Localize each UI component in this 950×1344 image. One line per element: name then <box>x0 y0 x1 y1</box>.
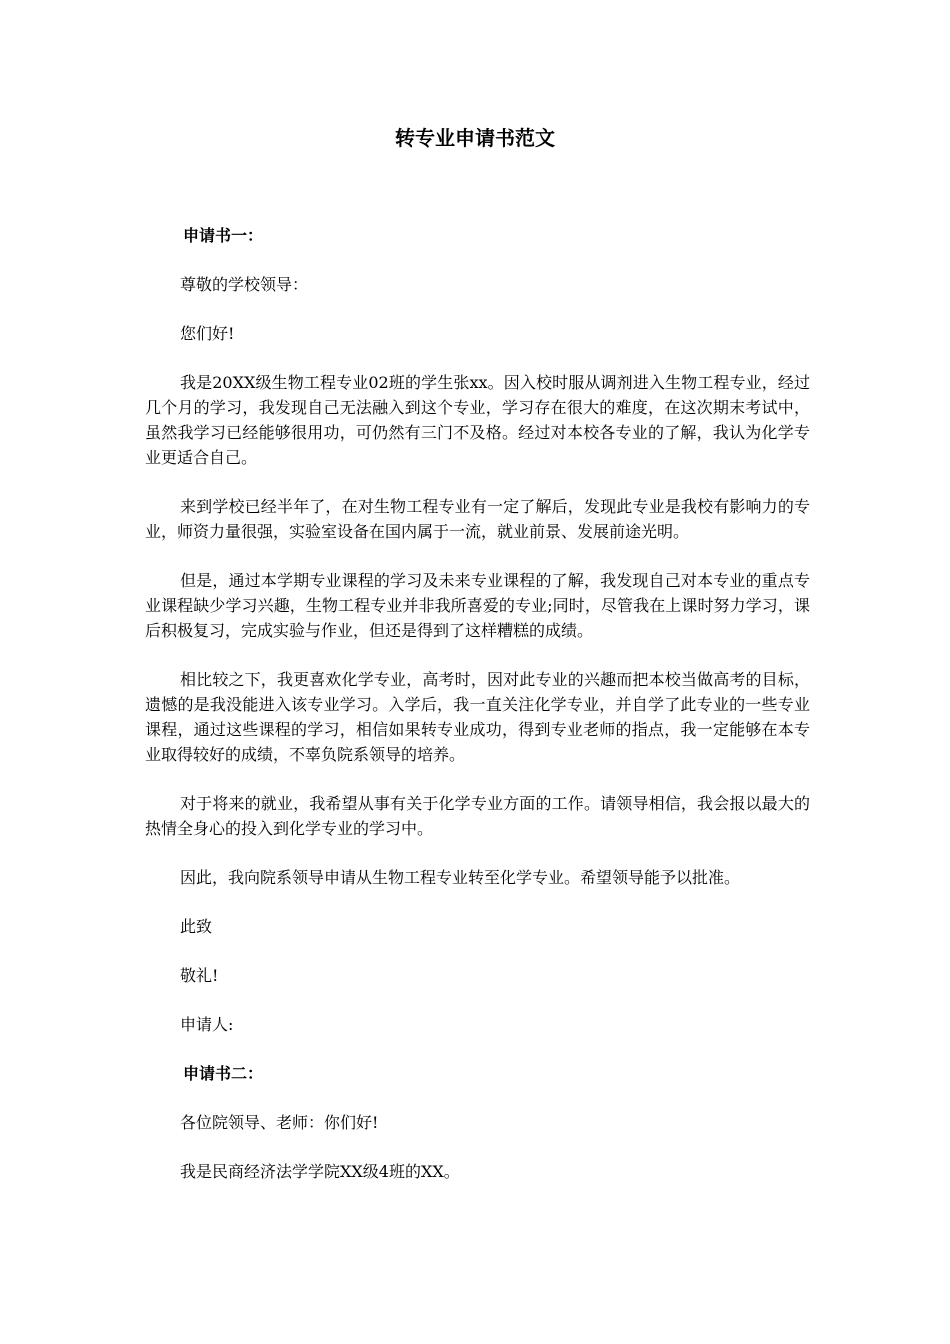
letter1-paragraph: 来到学校已经半年了，在对生物工程专业有一定了解后，发现此专业是我校有影响力的专业，师资力量很强，实验室设备在国内属于一流，就业前景、发展前途光明。 <box>145 497 810 541</box>
letter1-paragraph: 因此，我向院系领导申请从生物工程专业转至化学专业。希望领导能予以批准。 <box>180 868 741 887</box>
letter1-regards: 敬礼! <box>180 966 219 985</box>
letter1-paragraph: 相比较之下，我更喜欢化学专业，高考时，因对此专业的兴趣而把本校当做高考的目标，遗憾的是我没能进入该专业学习。入学后，我一直关注化学专业，并自学了此专业的一些专业课程，通过这些课程的学习，相信如果转专业成功，得到专业老师的指点，我一定能够在本专业取得较好的成绩，不辜负院系领导的培养。 <box>145 670 810 764</box>
letter1-closing: 此致 <box>180 917 213 936</box>
letter1-paragraph: 我是20XX级生物工程专业02班的学生张xx。因入校时服从调剂进入生物工程专业，经过几个月的学习，我发现自己无法融入到这个专业，学习存在很大的难度，在这次期末考试中，虽然我学习已经能够很用功，可仍然有三门不及格。经过对本校各专业的了解，我认为化学专业更适合自己。 <box>145 373 810 467</box>
letter1-signature: 申请人: <box>180 1015 234 1034</box>
letter2-intro: 我是民商经济法学学院XX级4班的XX。 <box>180 1162 460 1181</box>
letter2-salutation: 各位院领导、老师：你们好! <box>180 1113 379 1132</box>
document-body <box>145 223 810 1184</box>
letter1-salutation: 尊敬的学校领导： <box>180 275 309 294</box>
letter1-paragraph: 对于将来的就业，我希望从事有关于化学专业方面的工作。请领导相信，我会报以最大的热情全身心的投入到化学专业的学习中。 <box>145 794 810 838</box>
letter1-greeting: 您们好! <box>180 324 235 343</box>
letter1-paragraph: 但是，通过本学期专业课程的学习及未来专业课程的了解，我发现自己对本专业的重点专业课程缺少学习兴趣，生物工程专业并非我所喜爱的专业;同时，尽管我在上课时努力学习，课后积极复习，完成实验与作业，但还是得到了这样糟糕的成绩。 <box>145 571 810 640</box>
document-title: 转专业申请书范文 <box>395 126 555 150</box>
letter1-heading: 申请书一： <box>183 226 264 245</box>
letter2-heading: 申请书二： <box>183 1064 264 1083</box>
